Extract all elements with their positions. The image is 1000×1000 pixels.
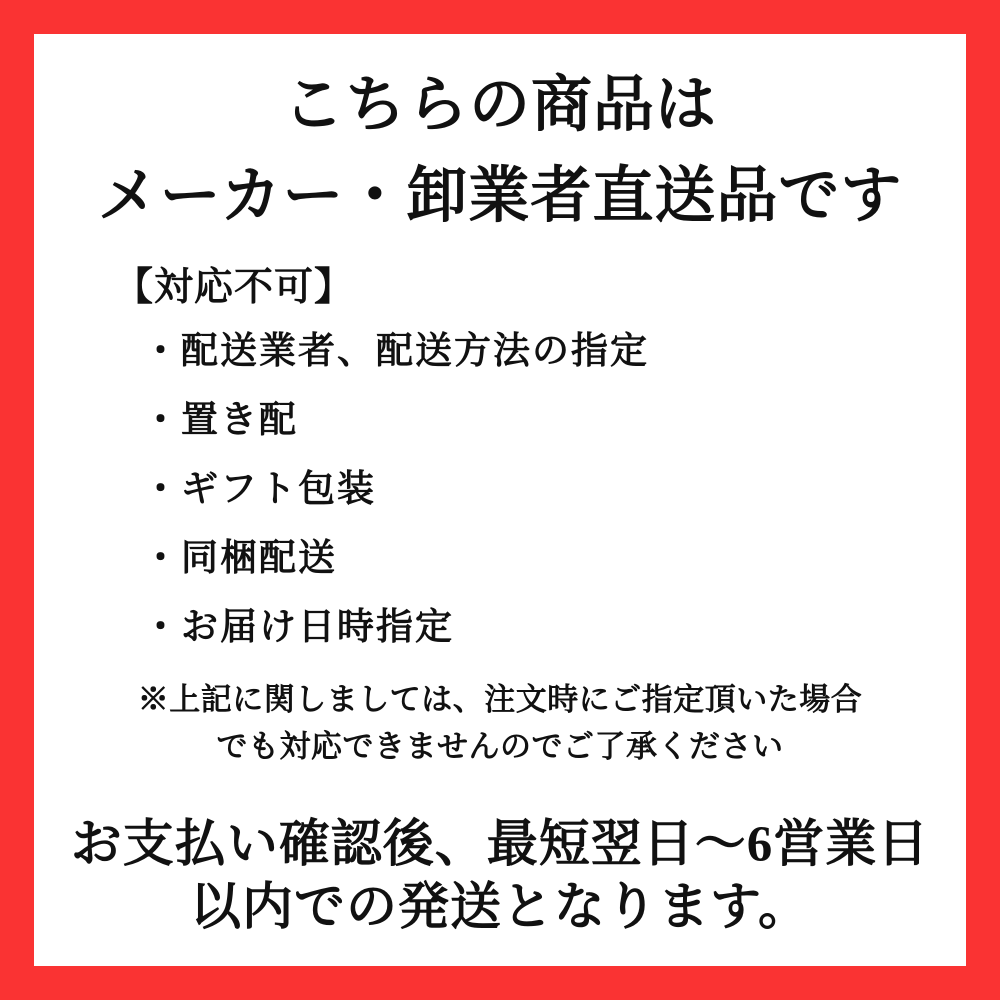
notice-title xyxy=(34,60,966,242)
unavailable-section-heading: 【対応不可】 xyxy=(114,266,355,309)
notice-title-line1: こちらの商品は xyxy=(282,72,717,139)
unavailable-item-bundled: ・同梱配送 xyxy=(142,538,337,579)
unavailable-item-giftwrap: ・ギフト包装 xyxy=(142,469,376,510)
unavailable-item-dropoff: ・置き配 xyxy=(142,400,298,441)
shipping-time-statement xyxy=(34,814,966,940)
shipping-time-line1: お支払い確認後、最短翌日〜6営業日 xyxy=(70,817,930,873)
unavailable-item-datetime: ・お届け日時指定 xyxy=(142,607,454,648)
disclaimer-note-line2: でも対応できませんのでご了承ください xyxy=(216,729,784,764)
disclaimer-note xyxy=(34,676,966,770)
unavailable-list xyxy=(142,317,966,662)
unavailable-item-carrier: ・配送業者、配送方法の指定 xyxy=(142,331,649,372)
disclaimer-note-line1: ※上記に関しましては、注文時にご指定頂いた場合 xyxy=(137,682,863,717)
notice-title-line2: メーカー・卸業者直送品です xyxy=(97,163,903,230)
shipping-time-line2: 以内での発送となります。 xyxy=(190,880,810,936)
